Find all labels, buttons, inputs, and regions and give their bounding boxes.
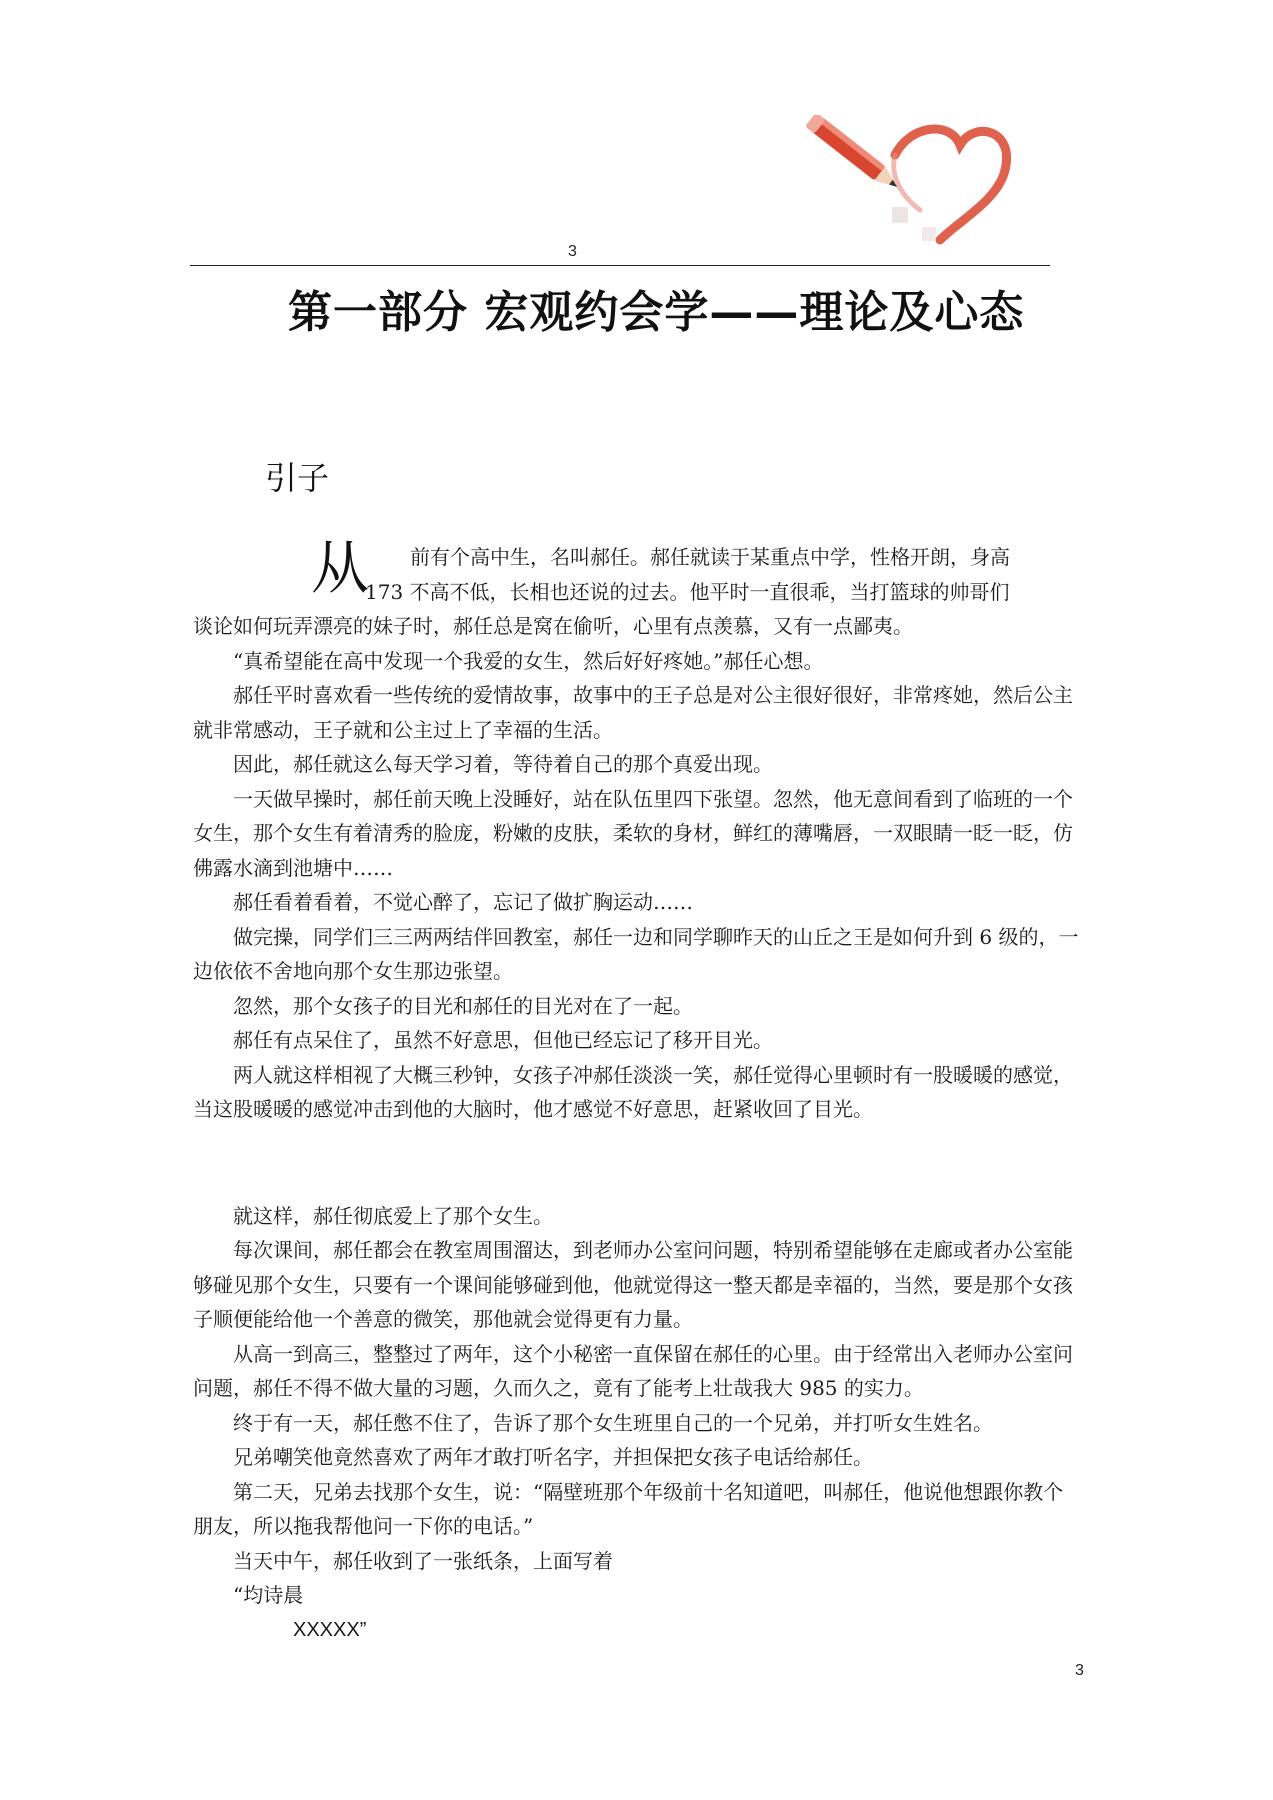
opening-line: 173 不高不低，长相也还说的过去。他平时一直很乖，当打篮球的帅哥们: [365, 579, 1010, 604]
paragraph: 每次课间，郝任都会在教室周围溜达，到老师办公室问问题，特别希望能够在走廊或者办公室能够碰见那个女生，只要有一个课间能够碰到他，他就觉得这一整天都是幸福的，当然，要是那个女孩子顺便能给他一个善意的微笑，那他就会觉得更有力量。: [193, 1238, 1073, 1331]
paragraph: 做完操，同学们三三两两结伴回教室，郝任一边和同学聊昨天的山丘之王是如何升到 6 级的，一边依依不舍地向那个女生那边张望。: [193, 924, 1079, 983]
paragraph: 郝任平时喜欢看一些传统的爱情故事，故事中的王子总是对公主很好很好，非常疼她，然后公主就非常感动，王子就和公主过上了幸福的生活。: [193, 683, 1073, 742]
opening-paragraph: [193, 534, 1083, 644]
paragraph: 终于有一天，郝任憋不住了，告诉了那个女生班里自己的一个兄弟，并打听女生姓名。: [233, 1410, 993, 1435]
pencil-heart-icon: [800, 115, 1020, 265]
note-name-line: “均诗晨: [233, 1583, 304, 1607]
paragraph: 因此，郝任就这么每天学习着，等待着自己的那个真爱出现。: [233, 752, 773, 776]
header-divider: [190, 265, 1050, 266]
paragraph: 两人就这样相视了大概三秒钟，女孩子冲郝任淡淡一笑，郝任觉得心里顿时有一股暖暖的感觉，当这股暖暖的感觉冲击到他的大脑时，他才感觉不好意思，赶紧收回了目光。: [193, 1062, 1073, 1121]
paragraph: 郝任有点呆住了，虽然不好意思，但他已经忘记了移开目光。: [233, 1028, 773, 1052]
paragraph: 就这样，郝任彻底爱上了那个女生。: [233, 1203, 553, 1228]
opening-line: 前有个高中生，名叫郝任。郝任就读于某重点中学，性格开朗，身高: [410, 545, 1010, 569]
paragraph: 第二天，兄弟去找那个女生，说：“隔壁班那个年级前十名知道吧，叫郝任，他说他想跟你教个朋友，所以拖我帮他问一下你的电话。”: [193, 1479, 1064, 1538]
page-title: 第一部分 宏观约会学——理论及心态: [288, 287, 1025, 338]
drop-cap: 从: [311, 534, 370, 602]
body-text: [193, 534, 1083, 1647]
paragraph: “真希望能在高中发现一个我爱的女生，然后好好疼她。”郝任心想。: [233, 648, 824, 673]
paragraph: 兄弟嘲笑他竟然喜欢了两年才敢打听名字，并担保把女孩子电话给郝任。: [233, 1445, 873, 1469]
footer-page-number: 3: [1075, 1662, 1084, 1679]
paragraph: 忽然，那个女孩子的目光和郝任的目光对在了一起。: [233, 993, 693, 1018]
paragraph: 郝任看着看着，不觉心醉了，忘记了做扩胸运动……: [233, 890, 693, 914]
paragraph: 从高一到高三，整整过了两年，这个小秘密一直保留在郝任的心里。由于经常出入老师办公室问问题，郝任不得不做大量的习题，久而久之，竟有了能考上壮哉我大 985 的实力。: [193, 1341, 1073, 1400]
section-title: 引子: [265, 459, 330, 497]
section-gap: [193, 1127, 1083, 1199]
header-page-number: 3: [568, 243, 577, 260]
paragraph: 一天做早操时，郝任前天晚上没睡好，站在队伍里四下张望。忽然，他无意间看到了临班的一个女生，那个女生有着清秀的脸庞，粉嫩的皮肤，柔软的身材，鲜红的薄嘴唇，一双眼睛一眨一眨，仿佛露水滴到池塘中……: [193, 786, 1073, 880]
paragraph: 当天中午，郝任收到了一张纸条，上面写着: [233, 1548, 613, 1573]
note-number-line: XXXXX”: [293, 1618, 367, 1641]
opening-line: 谈论如何玩弄漂亮的妹子时，郝任总是窝在偷听，心里有点羡慕，又有一点鄙夷。: [193, 614, 913, 638]
